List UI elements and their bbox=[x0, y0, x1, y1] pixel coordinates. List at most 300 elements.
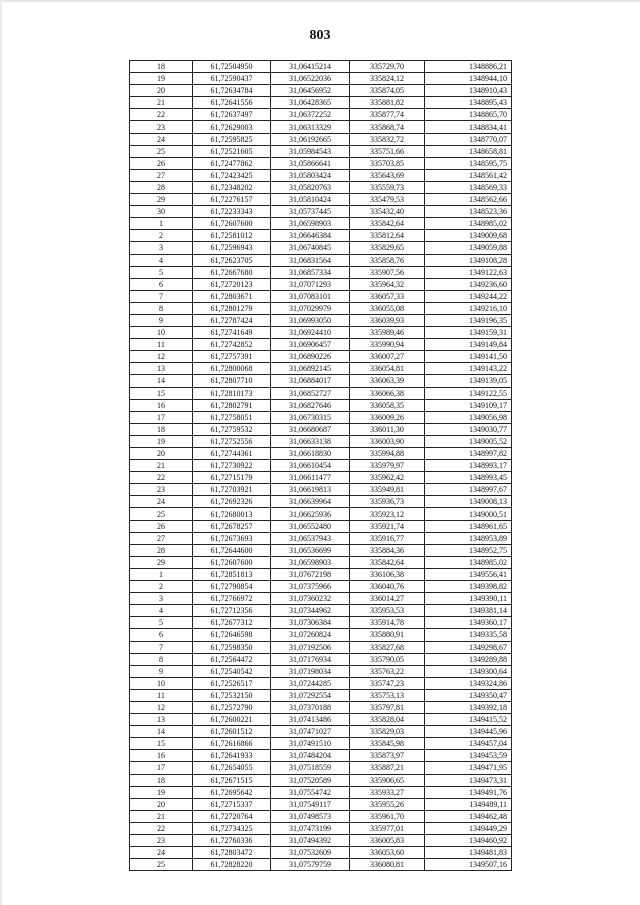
latitude-cell: 61,72741649 bbox=[193, 327, 271, 339]
x-coordinate-cell: 335949,81 bbox=[350, 484, 425, 496]
longitude-cell: 31,06906457 bbox=[271, 339, 350, 351]
latitude-cell: 61,72590437 bbox=[193, 73, 271, 85]
longitude-cell: 31,07471027 bbox=[271, 726, 350, 738]
point-number-cell: 15 bbox=[130, 387, 193, 399]
table-row bbox=[130, 665, 512, 677]
latitude-cell: 61,72637497 bbox=[193, 109, 271, 121]
table-row bbox=[130, 750, 512, 762]
latitude-cell: 61,72504950 bbox=[193, 61, 271, 73]
table-row bbox=[130, 423, 512, 435]
latitude-cell: 61,72581012 bbox=[193, 230, 271, 242]
y-coordinate-cell: 1349415,52 bbox=[425, 714, 512, 726]
point-number-cell: 24 bbox=[130, 133, 193, 145]
latitude-cell: 61,72678257 bbox=[193, 520, 271, 532]
point-number-cell: 14 bbox=[130, 726, 193, 738]
table-row bbox=[130, 169, 512, 181]
longitude-cell: 31,07071293 bbox=[271, 278, 350, 290]
x-coordinate-cell: 335990,94 bbox=[350, 339, 425, 351]
longitude-cell: 31,06639964 bbox=[271, 496, 350, 508]
point-number-cell: 13 bbox=[130, 363, 193, 375]
latitude-cell: 61,72720123 bbox=[193, 278, 271, 290]
x-coordinate-cell: 335880,91 bbox=[350, 629, 425, 641]
table-row bbox=[130, 472, 512, 484]
x-coordinate-cell: 336106,38 bbox=[350, 568, 425, 580]
longitude-cell: 31,07029979 bbox=[271, 302, 350, 314]
x-coordinate-cell: 335729,70 bbox=[350, 61, 425, 73]
longitude-cell: 31,06522036 bbox=[271, 73, 350, 85]
latitude-cell: 61,72744361 bbox=[193, 448, 271, 460]
x-coordinate-cell: 335962,42 bbox=[350, 472, 425, 484]
latitude-cell: 61,72532150 bbox=[193, 689, 271, 701]
longitude-cell: 31,07176934 bbox=[271, 653, 350, 665]
x-coordinate-cell: 335977,01 bbox=[350, 822, 425, 834]
y-coordinate-cell: 1349453,59 bbox=[425, 750, 512, 762]
y-coordinate-cell: 1349324,86 bbox=[425, 677, 512, 689]
longitude-cell: 31,07494392 bbox=[271, 835, 350, 847]
table-row bbox=[130, 810, 512, 822]
point-number-cell: 8 bbox=[130, 302, 193, 314]
y-coordinate-cell: 1349556,41 bbox=[425, 568, 512, 580]
point-number-cell: 5 bbox=[130, 617, 193, 629]
x-coordinate-cell: 335432,40 bbox=[350, 206, 425, 218]
y-coordinate-cell: 1349109,17 bbox=[425, 399, 512, 411]
table-row bbox=[130, 653, 512, 665]
x-coordinate-cell: 335845,98 bbox=[350, 738, 425, 750]
longitude-cell: 31,06890226 bbox=[271, 351, 350, 363]
point-number-cell: 18 bbox=[130, 774, 193, 786]
longitude-cell: 31,07413486 bbox=[271, 714, 350, 726]
y-coordinate-cell: 1348562,66 bbox=[425, 194, 512, 206]
x-coordinate-cell: 336009,26 bbox=[350, 411, 425, 423]
y-coordinate-cell: 1349473,31 bbox=[425, 774, 512, 786]
point-number-cell: 30 bbox=[130, 206, 193, 218]
table-row bbox=[130, 448, 512, 460]
x-coordinate-cell: 335887,21 bbox=[350, 762, 425, 774]
table-row bbox=[130, 61, 512, 73]
latitude-cell: 61,72600221 bbox=[193, 714, 271, 726]
y-coordinate-cell: 1349335,58 bbox=[425, 629, 512, 641]
y-coordinate-cell: 1349481,83 bbox=[425, 847, 512, 859]
point-number-cell: 6 bbox=[130, 629, 193, 641]
point-number-cell: 29 bbox=[130, 194, 193, 206]
latitude-cell: 61,72629003 bbox=[193, 121, 271, 133]
point-number-cell: 11 bbox=[130, 339, 193, 351]
point-number-cell: 27 bbox=[130, 169, 193, 181]
y-coordinate-cell: 1349059,88 bbox=[425, 242, 512, 254]
table-row bbox=[130, 508, 512, 520]
longitude-cell: 31,06924410 bbox=[271, 327, 350, 339]
longitude-cell: 31,07344962 bbox=[271, 605, 350, 617]
longitude-cell: 31,07083101 bbox=[271, 290, 350, 302]
y-coordinate-cell: 1349000,51 bbox=[425, 508, 512, 520]
table-row bbox=[130, 593, 512, 605]
x-coordinate-cell: 335797,81 bbox=[350, 701, 425, 713]
latitude-cell: 61,72851813 bbox=[193, 568, 271, 580]
latitude-cell: 61,72760336 bbox=[193, 835, 271, 847]
x-coordinate-cell: 335479,53 bbox=[350, 194, 425, 206]
x-coordinate-cell: 336003,90 bbox=[350, 435, 425, 447]
longitude-cell: 31,07375966 bbox=[271, 581, 350, 593]
point-number-cell: 20 bbox=[130, 798, 193, 810]
point-number-cell: 23 bbox=[130, 484, 193, 496]
x-coordinate-cell: 335906,65 bbox=[350, 774, 425, 786]
x-coordinate-cell: 335858,76 bbox=[350, 254, 425, 266]
point-number-cell: 7 bbox=[130, 290, 193, 302]
point-number-cell: 19 bbox=[130, 73, 193, 85]
x-coordinate-cell: 336007,27 bbox=[350, 351, 425, 363]
point-number-cell: 20 bbox=[130, 448, 193, 460]
y-coordinate-cell: 1349236,60 bbox=[425, 278, 512, 290]
y-coordinate-cell: 1349457,04 bbox=[425, 738, 512, 750]
table-row bbox=[130, 641, 512, 653]
x-coordinate-cell: 335747,23 bbox=[350, 677, 425, 689]
point-number-cell: 21 bbox=[130, 460, 193, 472]
latitude-cell: 61,72758051 bbox=[193, 411, 271, 423]
point-number-cell: 21 bbox=[130, 810, 193, 822]
longitude-cell: 31,07192506 bbox=[271, 641, 350, 653]
table-row bbox=[130, 689, 512, 701]
latitude-cell: 61,72787424 bbox=[193, 314, 271, 326]
latitude-cell: 61,72572790 bbox=[193, 701, 271, 713]
latitude-cell: 61,72276157 bbox=[193, 194, 271, 206]
longitude-cell: 31,07498573 bbox=[271, 810, 350, 822]
x-coordinate-cell: 336054,81 bbox=[350, 363, 425, 375]
longitude-cell: 31,06993050 bbox=[271, 314, 350, 326]
latitude-cell: 61,72673693 bbox=[193, 532, 271, 544]
longitude-cell: 31,07579759 bbox=[271, 859, 350, 871]
point-number-cell: 26 bbox=[130, 520, 193, 532]
x-coordinate-cell: 335961,70 bbox=[350, 810, 425, 822]
point-number-cell: 11 bbox=[130, 689, 193, 701]
longitude-cell: 31,06598903 bbox=[271, 556, 350, 568]
y-coordinate-cell: 1348993,17 bbox=[425, 460, 512, 472]
point-number-cell: 20 bbox=[130, 85, 193, 97]
table-row bbox=[130, 859, 512, 871]
coordinates-table-body bbox=[130, 61, 512, 871]
x-coordinate-cell: 335753,13 bbox=[350, 689, 425, 701]
x-coordinate-cell: 336055,08 bbox=[350, 302, 425, 314]
point-number-cell: 2 bbox=[130, 581, 193, 593]
point-number-cell: 23 bbox=[130, 121, 193, 133]
longitude-cell: 31,07532609 bbox=[271, 847, 350, 859]
longitude-cell: 31,07306384 bbox=[271, 617, 350, 629]
longitude-cell: 31,07549117 bbox=[271, 798, 350, 810]
y-coordinate-cell: 1348961,65 bbox=[425, 520, 512, 532]
latitude-cell: 61,72803472 bbox=[193, 847, 271, 859]
table-row bbox=[130, 714, 512, 726]
y-coordinate-cell: 1349398,82 bbox=[425, 581, 512, 593]
longitude-cell: 31,05984543 bbox=[271, 145, 350, 157]
point-number-cell: 19 bbox=[130, 435, 193, 447]
longitude-cell: 31,06598903 bbox=[271, 218, 350, 230]
table-row bbox=[130, 544, 512, 556]
point-number-cell: 24 bbox=[130, 847, 193, 859]
latitude-cell: 61,72766972 bbox=[193, 593, 271, 605]
table-row bbox=[130, 605, 512, 617]
y-coordinate-cell: 1349462,48 bbox=[425, 810, 512, 822]
y-coordinate-cell: 1349141,50 bbox=[425, 351, 512, 363]
latitude-cell: 61,72654055 bbox=[193, 762, 271, 774]
y-coordinate-cell: 1348944,10 bbox=[425, 73, 512, 85]
latitude-cell: 61,72641556 bbox=[193, 97, 271, 109]
latitude-cell: 61,72720764 bbox=[193, 810, 271, 822]
latitude-cell: 61,72644600 bbox=[193, 544, 271, 556]
table-row bbox=[130, 339, 512, 351]
latitude-cell: 61,72616866 bbox=[193, 738, 271, 750]
longitude-cell: 31,06415214 bbox=[271, 61, 350, 73]
table-row bbox=[130, 581, 512, 593]
longitude-cell: 31,05866641 bbox=[271, 157, 350, 169]
y-coordinate-cell: 1348561,42 bbox=[425, 169, 512, 181]
point-number-cell: 3 bbox=[130, 593, 193, 605]
longitude-cell: 31,06536699 bbox=[271, 544, 350, 556]
y-coordinate-cell: 1349216,10 bbox=[425, 302, 512, 314]
longitude-cell: 31,06857334 bbox=[271, 266, 350, 278]
latitude-cell: 61,72596943 bbox=[193, 242, 271, 254]
point-number-cell: 16 bbox=[130, 750, 193, 762]
point-number-cell: 1 bbox=[130, 568, 193, 580]
longitude-cell: 31,07491510 bbox=[271, 738, 350, 750]
table-row bbox=[130, 327, 512, 339]
longitude-cell: 31,06633138 bbox=[271, 435, 350, 447]
point-number-cell: 16 bbox=[130, 399, 193, 411]
longitude-cell: 31,07292554 bbox=[271, 689, 350, 701]
longitude-cell: 31,07370188 bbox=[271, 701, 350, 713]
x-coordinate-cell: 335933,27 bbox=[350, 786, 425, 798]
latitude-cell: 61,72715337 bbox=[193, 798, 271, 810]
point-number-cell: 4 bbox=[130, 254, 193, 266]
latitude-cell: 61,72807710 bbox=[193, 375, 271, 387]
latitude-cell: 61,72607600 bbox=[193, 218, 271, 230]
x-coordinate-cell: 335827,68 bbox=[350, 641, 425, 653]
table-row bbox=[130, 109, 512, 121]
latitude-cell: 61,72742852 bbox=[193, 339, 271, 351]
point-number-cell: 28 bbox=[130, 181, 193, 193]
x-coordinate-cell: 335916,77 bbox=[350, 532, 425, 544]
latitude-cell: 61,72715179 bbox=[193, 472, 271, 484]
longitude-cell: 31,06625936 bbox=[271, 508, 350, 520]
x-coordinate-cell: 335955,26 bbox=[350, 798, 425, 810]
y-coordinate-cell: 1349008,13 bbox=[425, 496, 512, 508]
latitude-cell: 61,72601512 bbox=[193, 726, 271, 738]
table-row bbox=[130, 774, 512, 786]
x-coordinate-cell: 335914,78 bbox=[350, 617, 425, 629]
table-row bbox=[130, 617, 512, 629]
table-row bbox=[130, 314, 512, 326]
latitude-cell: 61,72526517 bbox=[193, 677, 271, 689]
table-row bbox=[130, 520, 512, 532]
point-number-cell: 17 bbox=[130, 411, 193, 423]
longitude-cell: 31,06611477 bbox=[271, 472, 350, 484]
x-coordinate-cell: 335907,56 bbox=[350, 266, 425, 278]
table-row bbox=[130, 822, 512, 834]
latitude-cell: 61,72233343 bbox=[193, 206, 271, 218]
y-coordinate-cell: 1349491,76 bbox=[425, 786, 512, 798]
x-coordinate-cell: 335829,65 bbox=[350, 242, 425, 254]
point-number-cell: 25 bbox=[130, 859, 193, 871]
x-coordinate-cell: 335790,05 bbox=[350, 653, 425, 665]
y-coordinate-cell: 1349298,67 bbox=[425, 641, 512, 653]
point-number-cell: 2 bbox=[130, 230, 193, 242]
point-number-cell: 17 bbox=[130, 762, 193, 774]
x-coordinate-cell: 335824,12 bbox=[350, 73, 425, 85]
table-row bbox=[130, 496, 512, 508]
point-number-cell: 13 bbox=[130, 714, 193, 726]
x-coordinate-cell: 336080,81 bbox=[350, 859, 425, 871]
point-number-cell: 12 bbox=[130, 701, 193, 713]
point-number-cell: 4 bbox=[130, 605, 193, 617]
longitude-cell: 31,06646384 bbox=[271, 230, 350, 242]
x-coordinate-cell: 336063,39 bbox=[350, 375, 425, 387]
table-row bbox=[130, 484, 512, 496]
point-number-cell: 3 bbox=[130, 242, 193, 254]
latitude-cell: 61,72734325 bbox=[193, 822, 271, 834]
table-row bbox=[130, 387, 512, 399]
longitude-cell: 31,06428365 bbox=[271, 97, 350, 109]
x-coordinate-cell: 335979,97 bbox=[350, 460, 425, 472]
longitude-cell: 31,06456952 bbox=[271, 85, 350, 97]
y-coordinate-cell: 1349390,11 bbox=[425, 593, 512, 605]
x-coordinate-cell: 336014,27 bbox=[350, 593, 425, 605]
latitude-cell: 61,72801279 bbox=[193, 302, 271, 314]
x-coordinate-cell: 335842,64 bbox=[350, 218, 425, 230]
longitude-cell: 31,06831564 bbox=[271, 254, 350, 266]
table-row bbox=[130, 351, 512, 363]
table-row bbox=[130, 568, 512, 580]
x-coordinate-cell: 335828,04 bbox=[350, 714, 425, 726]
y-coordinate-cell: 1349489,11 bbox=[425, 798, 512, 810]
x-coordinate-cell: 336066,38 bbox=[350, 387, 425, 399]
y-coordinate-cell: 1349108,28 bbox=[425, 254, 512, 266]
x-coordinate-cell: 336039,93 bbox=[350, 314, 425, 326]
x-coordinate-cell: 336053,60 bbox=[350, 847, 425, 859]
point-number-cell: 6 bbox=[130, 278, 193, 290]
x-coordinate-cell: 335812,64 bbox=[350, 230, 425, 242]
longitude-cell: 31,05803424 bbox=[271, 169, 350, 181]
table-row bbox=[130, 738, 512, 750]
longitude-cell: 31,07518559 bbox=[271, 762, 350, 774]
longitude-cell: 31,06619813 bbox=[271, 484, 350, 496]
y-coordinate-cell: 1349289,88 bbox=[425, 653, 512, 665]
point-number-cell: 28 bbox=[130, 544, 193, 556]
point-number-cell: 22 bbox=[130, 472, 193, 484]
y-coordinate-cell: 1348910,43 bbox=[425, 85, 512, 97]
latitude-cell: 61,72802791 bbox=[193, 399, 271, 411]
x-coordinate-cell: 335559,73 bbox=[350, 181, 425, 193]
table-row bbox=[130, 460, 512, 472]
point-number-cell: 24 bbox=[130, 496, 193, 508]
latitude-cell: 61,72641933 bbox=[193, 750, 271, 762]
latitude-cell: 61,72730922 bbox=[193, 460, 271, 472]
latitude-cell: 61,72712356 bbox=[193, 605, 271, 617]
table-row bbox=[130, 242, 512, 254]
y-coordinate-cell: 1349149,84 bbox=[425, 339, 512, 351]
x-coordinate-cell: 335763,22 bbox=[350, 665, 425, 677]
scan-edge-left bbox=[0, 0, 3, 905]
point-number-cell: 18 bbox=[130, 423, 193, 435]
x-coordinate-cell: 335703,85 bbox=[350, 157, 425, 169]
x-coordinate-cell: 335868,74 bbox=[350, 121, 425, 133]
longitude-cell: 31,06610454 bbox=[271, 460, 350, 472]
longitude-cell: 31,06537943 bbox=[271, 532, 350, 544]
x-coordinate-cell: 335953,53 bbox=[350, 605, 425, 617]
table-row bbox=[130, 206, 512, 218]
x-coordinate-cell: 335923,12 bbox=[350, 508, 425, 520]
point-number-cell: 29 bbox=[130, 556, 193, 568]
y-coordinate-cell: 1348997,82 bbox=[425, 448, 512, 460]
y-coordinate-cell: 1348865,70 bbox=[425, 109, 512, 121]
latitude-cell: 61,72803671 bbox=[193, 290, 271, 302]
y-coordinate-cell: 1349507,16 bbox=[425, 859, 512, 871]
table-row bbox=[130, 157, 512, 169]
longitude-cell: 31,07473199 bbox=[271, 822, 350, 834]
longitude-cell: 31,06892145 bbox=[271, 363, 350, 375]
latitude-cell: 61,72564472 bbox=[193, 653, 271, 665]
table-row bbox=[130, 73, 512, 85]
y-coordinate-cell: 1349300,64 bbox=[425, 665, 512, 677]
latitude-cell: 61,72828220 bbox=[193, 859, 271, 871]
latitude-cell: 61,72521605 bbox=[193, 145, 271, 157]
longitude-cell: 31,07520589 bbox=[271, 774, 350, 786]
table-row bbox=[130, 145, 512, 157]
x-coordinate-cell: 335881,82 bbox=[350, 97, 425, 109]
longitude-cell: 31,07244285 bbox=[271, 677, 350, 689]
table-row bbox=[130, 133, 512, 145]
latitude-cell: 61,72810173 bbox=[193, 387, 271, 399]
latitude-cell: 61,72759532 bbox=[193, 423, 271, 435]
x-coordinate-cell: 335829,03 bbox=[350, 726, 425, 738]
table-row bbox=[130, 375, 512, 387]
table-row bbox=[130, 218, 512, 230]
table-row bbox=[130, 847, 512, 859]
table-row bbox=[130, 701, 512, 713]
y-coordinate-cell: 1349196,35 bbox=[425, 314, 512, 326]
point-number-cell: 21 bbox=[130, 97, 193, 109]
y-coordinate-cell: 1349460,92 bbox=[425, 835, 512, 847]
point-number-cell: 18 bbox=[130, 61, 193, 73]
table-row bbox=[130, 302, 512, 314]
latitude-cell: 61,72423425 bbox=[193, 169, 271, 181]
table-row bbox=[130, 411, 512, 423]
point-number-cell: 27 bbox=[130, 532, 193, 544]
table-row bbox=[130, 532, 512, 544]
y-coordinate-cell: 1348895,43 bbox=[425, 97, 512, 109]
latitude-cell: 61,72752556 bbox=[193, 435, 271, 447]
table-row bbox=[130, 230, 512, 242]
longitude-cell: 31,06884017 bbox=[271, 375, 350, 387]
point-number-cell: 19 bbox=[130, 786, 193, 798]
longitude-cell: 31,05737445 bbox=[271, 206, 350, 218]
y-coordinate-cell: 1349122,55 bbox=[425, 387, 512, 399]
table-row bbox=[130, 726, 512, 738]
y-coordinate-cell: 1349360,17 bbox=[425, 617, 512, 629]
table-row bbox=[130, 798, 512, 810]
y-coordinate-cell: 1349392,18 bbox=[425, 701, 512, 713]
point-number-cell: 10 bbox=[130, 327, 193, 339]
y-coordinate-cell: 1349445,96 bbox=[425, 726, 512, 738]
longitude-cell: 31,07484204 bbox=[271, 750, 350, 762]
table-row bbox=[130, 786, 512, 798]
latitude-cell: 61,72348202 bbox=[193, 181, 271, 193]
table-row bbox=[130, 677, 512, 689]
table-row bbox=[130, 85, 512, 97]
latitude-cell: 61,72692326 bbox=[193, 496, 271, 508]
x-coordinate-cell: 336057,33 bbox=[350, 290, 425, 302]
longitude-cell: 31,06192665 bbox=[271, 133, 350, 145]
longitude-cell: 31,06740845 bbox=[271, 242, 350, 254]
longitude-cell: 31,06618830 bbox=[271, 448, 350, 460]
table-row bbox=[130, 556, 512, 568]
